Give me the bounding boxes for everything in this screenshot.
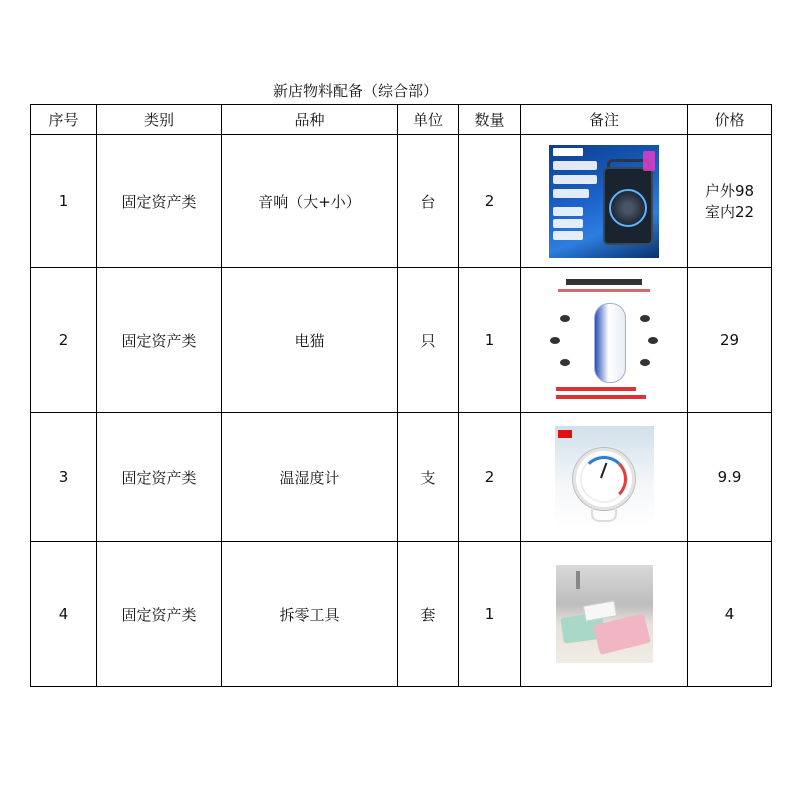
cell-category: 固定资产类 (97, 268, 222, 413)
cell-unit: 套 (398, 542, 459, 687)
header-item: 品种 (222, 105, 398, 135)
cell-qty: 2 (459, 413, 521, 542)
header-qty: 数量 (459, 105, 521, 135)
cell-no: 3 (31, 413, 97, 542)
cell-qty: 1 (459, 268, 521, 413)
table-row (31, 268, 772, 413)
cell-category: 固定资产类 (97, 135, 222, 268)
cell-price: 4 (688, 542, 772, 687)
table-row (31, 542, 772, 687)
cell-category: 固定资产类 (97, 413, 222, 542)
table-row (31, 135, 772, 268)
header-unit: 单位 (398, 105, 459, 135)
cell-unit: 台 (398, 135, 459, 268)
cell-remark (521, 542, 688, 687)
header-no: 序号 (31, 105, 97, 135)
cell-remark (521, 135, 688, 268)
cell-remark (521, 268, 688, 413)
header-row (31, 105, 772, 135)
cell-category: 固定资产类 (97, 542, 222, 687)
cell-no: 1 (31, 135, 97, 268)
cell-item: 音响（大+小） (222, 135, 398, 268)
cell-item: 拆零工具 (222, 542, 398, 687)
price-line: 户外98 (704, 182, 755, 200)
header-price: 价格 (688, 105, 772, 135)
cell-unit: 只 (398, 268, 459, 413)
storage-boxes-image (556, 565, 653, 663)
materials-table (30, 104, 772, 687)
table-row (31, 413, 772, 542)
sheet-title: 新店物料配备（综合部） (272, 82, 438, 100)
cell-unit: 支 (398, 413, 459, 542)
cell-no: 4 (31, 542, 97, 687)
cell-no: 2 (31, 268, 97, 413)
price-line: 室内22 (704, 203, 755, 221)
hygrometer-image (555, 426, 654, 528)
cell-price: 9.9 (688, 413, 772, 542)
header-category: 类别 (97, 105, 222, 135)
header-remark: 备注 (521, 105, 688, 135)
cell-qty: 2 (459, 135, 521, 268)
speaker-image (549, 145, 659, 258)
cell-price (688, 135, 772, 268)
cell-qty: 1 (459, 542, 521, 687)
cell-item: 电猫 (222, 268, 398, 413)
cell-price: 29 (688, 268, 772, 413)
repeller-image (536, 275, 672, 405)
cell-remark (521, 413, 688, 542)
cell-item: 温湿度计 (222, 413, 398, 542)
